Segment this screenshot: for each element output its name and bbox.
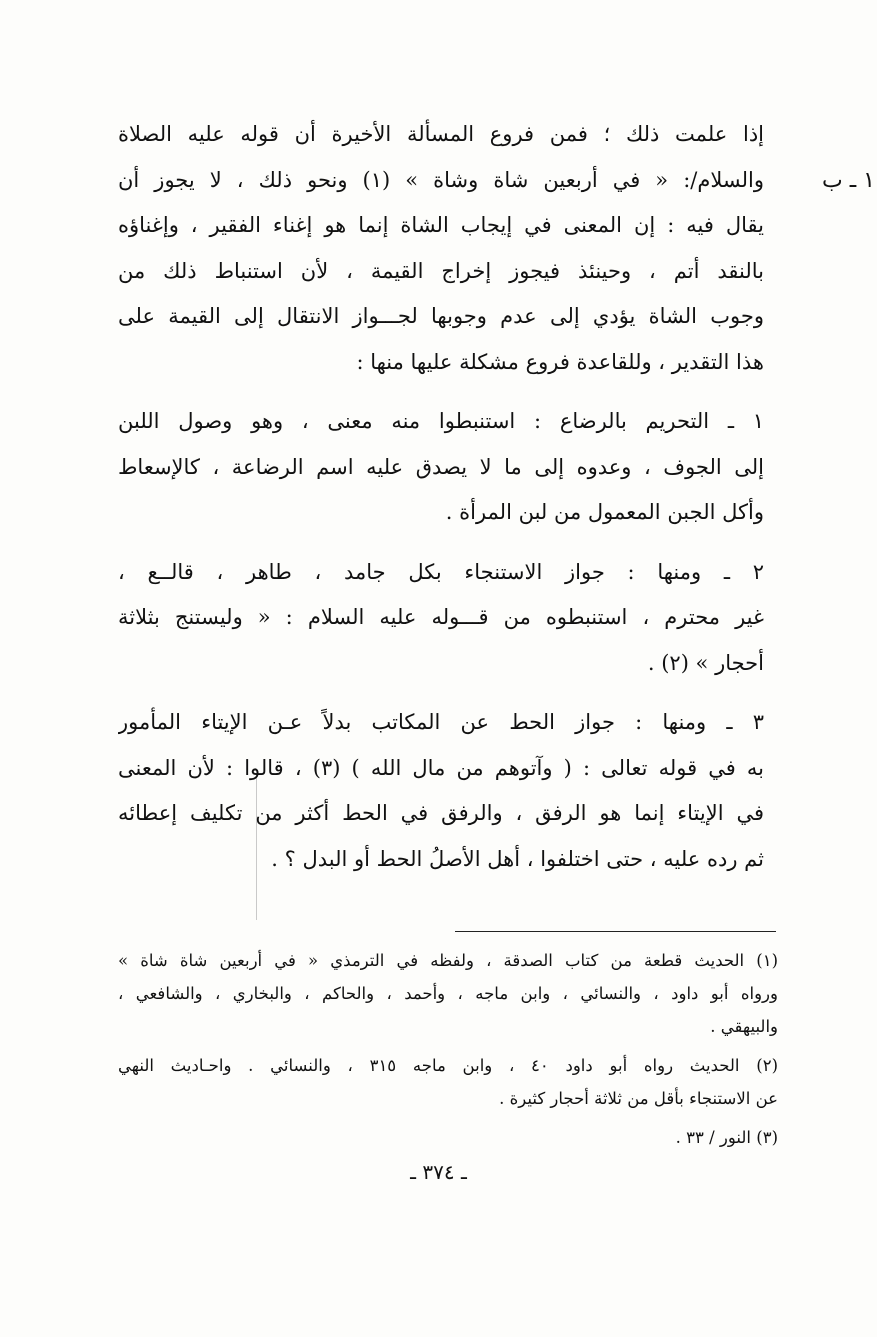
text-line: هذا التقدير ، وللقاعدة فروع مشكلة عليها منها : xyxy=(356,349,764,374)
text-line: غير محترم ، استنبطوه من قـــوله عليه السلام : « وليستنج بثلاثة xyxy=(118,605,764,629)
text-line: والسلام/: « في أربعين شاة وشاة » (١) ونحو ذلك ، لا يجوز أن xyxy=(118,167,764,192)
footnote-line: (٢) الحديث رواه أبو داود ٤٠ ، وابن ماجه ٣١٥ ، والنسائي . واحـاديث النهي xyxy=(118,1056,778,1075)
text-line: به في قوله تعالى : ( وآتوهم من مال الله ) (٣) ، قالوا : لأن المعنى xyxy=(118,755,764,780)
text-line: وجوب الشاة يؤدي إلى عدم وجوبها لجـــواز الانتقال إلى القيمة على xyxy=(118,304,764,328)
text-line: إذا علمت ذلك ؛ فمن فروع المسألة الأخيرة أن قوله عليه الصلاة xyxy=(118,122,764,146)
footnote-line: (١) الحديث قطعة من كتاب الصدقة ، ولفظه في الترمذي « في أربعين شاة شاة » xyxy=(118,951,778,970)
footnotes xyxy=(118,944,778,1154)
text-line: إلى الجوف ، وعدوه إلى ما لا يصدق عليه اسم الرضاعة ، كالإسعاط xyxy=(118,454,764,479)
paragraph-item-3 xyxy=(118,700,764,882)
text-line: بالنقد أتم ، وحينئذ فيجوز إخراج القيمة ، لأن استنباط ذلك من xyxy=(118,258,764,283)
footnote-line: ورواه أبو داود ، والنسائي ، وابن ماجه ، وأحمد ، والحاكم ، والبخاري ، والشافعي ، xyxy=(118,984,778,1003)
footnote-line: والبيهقي . xyxy=(710,1017,778,1036)
footnote-divider xyxy=(455,931,776,932)
text-line: ٢ ـ ومنها : جواز الاستنجاء بكل جامد ، طاهر ، قالــع ، xyxy=(118,559,764,584)
text-line: أحجار » (٢) . xyxy=(647,650,764,675)
text-line: ١ ـ التحريم بالرضاع : استنبطوا منه معنى ، وهو وصول اللبن xyxy=(118,409,764,433)
footnote-1 xyxy=(118,944,778,1043)
paragraph-item-2 xyxy=(118,550,764,687)
text-line: في الإيتاء إنما هو الرفق ، والرفق في الحط أكثر من تكليف إعطائه xyxy=(118,801,764,825)
text-line: ثم رده عليه ، حتى اختلفوا ، أهل الأصلُ الحط أو البدل ؟ . xyxy=(271,846,764,871)
paragraph-item-1 xyxy=(118,399,764,536)
footnote-2 xyxy=(118,1049,778,1115)
paragraph-intro xyxy=(118,112,764,385)
text-line: ٣ ـ ومنها : جواز الحط عن المكاتب بدلاً عـن الإيتاء المأمور xyxy=(118,710,764,734)
text-line: يقال فيه : إن المعنى في إيجاب الشاة إنما هو إغناء الفقير ، وإغناؤه xyxy=(118,213,764,237)
footnote-line: (٣) النور / ٣٣ . xyxy=(675,1128,778,1147)
footnote-line: عن الاستنجاء بأقل من ثلاثة أحجار كثيرة . xyxy=(499,1089,778,1108)
footnote-3 xyxy=(118,1121,778,1154)
text-line: وأكل الجبن المعمول من لبن المرأة . xyxy=(445,500,764,524)
margin-note: ١ ـ ب xyxy=(822,168,875,193)
page-number: ـ ٣٧٤ ـ xyxy=(410,1160,467,1184)
body-text xyxy=(118,112,764,896)
